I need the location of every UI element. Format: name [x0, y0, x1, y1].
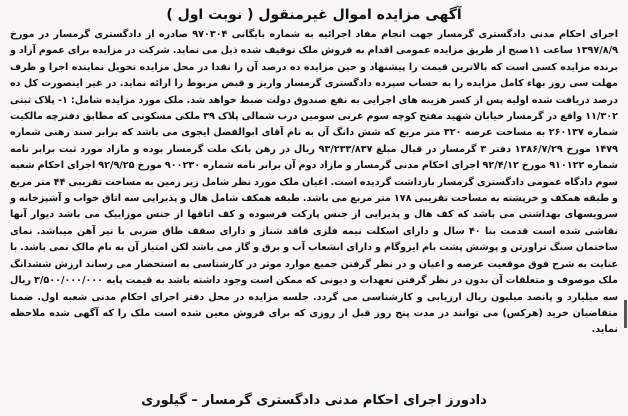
page-edge-mark	[624, 300, 627, 328]
notice-title: آگهی مزایده اموال غیرمنقول ( نوبت اول )	[166, 7, 462, 23]
notice-signature: دادورز اجرای احکام مدنی دادگستری گرمسار – گیلوری	[141, 393, 487, 408]
notice-body: اجرای احکام مدنی دادگستری گرمسار جهت انجام مفاد اجرائیه به شماره بایگانی ۹۷۰۳۰۴ صادره از دادگستری گرمسار در مورخ ۱۳۹۷/۸/۹ ساعت ۱۱صبح از طریق مزایده عمومی اقدام به فروش ملک توقیف شده ذیل می نماید. شرکت در مزایده برای عموم آزاد و برنده مزایده کسی است که بالاترین قیمت را پیشنهاد و حین مزایده ده درصد آن را نقدا در محل مزایده تحویل نماینده اجرا و ظرف مهلت سی روز بهاء کامل مزایده را به حساب سپرده دادگستری گرمسار واریز و قبض مربوط را ارائه نماید. در غیر اینصورت کل ده درصد دریافت شده اولیه پس از کسر هزینه های اجرایی به نفع صندوق دولت ضبط خواهد شد. ملک مورد مزایده شامل: ۱- پلاک ثبتی ۱۱/۳۰۲ واقع در گرمسار خیابان شهید مفتح کوچه سوم غربی سومین درب شمالی پلاک ۳۹ ملکی مسکونی که مطابق دفترچه مالکیت شماره ۲۶۰۱۳۷ به مساحت عرصه ۳۲۰ متر مربع که شش دانگ آن به نام آقای ابوالفضل ایجوی می باشد که برابر سند رهنی شماره ۱۴۷۹ مورخ ۱۳۸۶/۷/۲۹ دفتر ۳ گرمسار در قبال مبلغ ۹۳/۲۳۳/۸۳۷ ریال در رهن بانک ملت گرمسار بوده و مازاد مورد ثبت برابر نامه شماره ۹۱۰۱۲۲ مورخ ۹۲/۴/۱۲ اجرای احکام مدنی گرمسار و مازاد دوم آن برابر نامه شماره ۹۰۰۲۳۰ مورخ ۹۲/۹/۲۵ اجرای احکام شعبه سوم دادگاه عمومی دادگستری گرمسار بازداشت گردیده است. اعیان ملک مورد نظر شامل زیر زمین به مساحت تقریبی ۴۴ متر مربع و طبقه همکف و خرپشته به مساحت تقریبی ۱۷۸ متر مربع می باشد. طبقه همکف شامل هال و پذیرایی سه اتاق خواب و آشپزخانه و سرویسهای بهداشتی می باشد که کف هال و پذیرایی از جنس پارکت فرسوده و کف اتاقها از جنس موزاییک می باشد دیوار آنها نقاشی شده است قدمت بنا ۴۰ سال و دارای اسکلت نیمه فلزی فاقد شناژ و دارای سقف طاق ضربی با تیر آهن میباشد. نمای ساختمان سنگ تراورتن و پوشش پشت بام ایزوگام و دارای انشعاب آب و برق و گاز می باشد لکن امتیاز آن به نام مالک نمی باشد. با عنایت به شرح فوق موقعیت عرصه و اعیان و در نظر گرفتن جمیع موارد موثر در کارشناسی به استحضار می رساند ارزش ششدانگ ملک موصوف و متعلقات آن بدون در نظر گرفتن تعهدات و دیونی که ممکن است وجود داشته باشد به قیمت پایه ۳/۵۰۰/۰۰۰/۰۰۰ ریال سه میلیارد و پانصد میلیون ریال ارزیابی و کارشناسی می گردد. جلسه مزایده در محل دفتر اجرای احکام مدنی شعبه اول. ضمنا متقاضیان خرید (هرکس) می توانند در مدت پنج روز قبل از روزی که برای فروش معین شده است ملک را که آگهی شده ملاحظه نماید.	[10, 29, 619, 336]
